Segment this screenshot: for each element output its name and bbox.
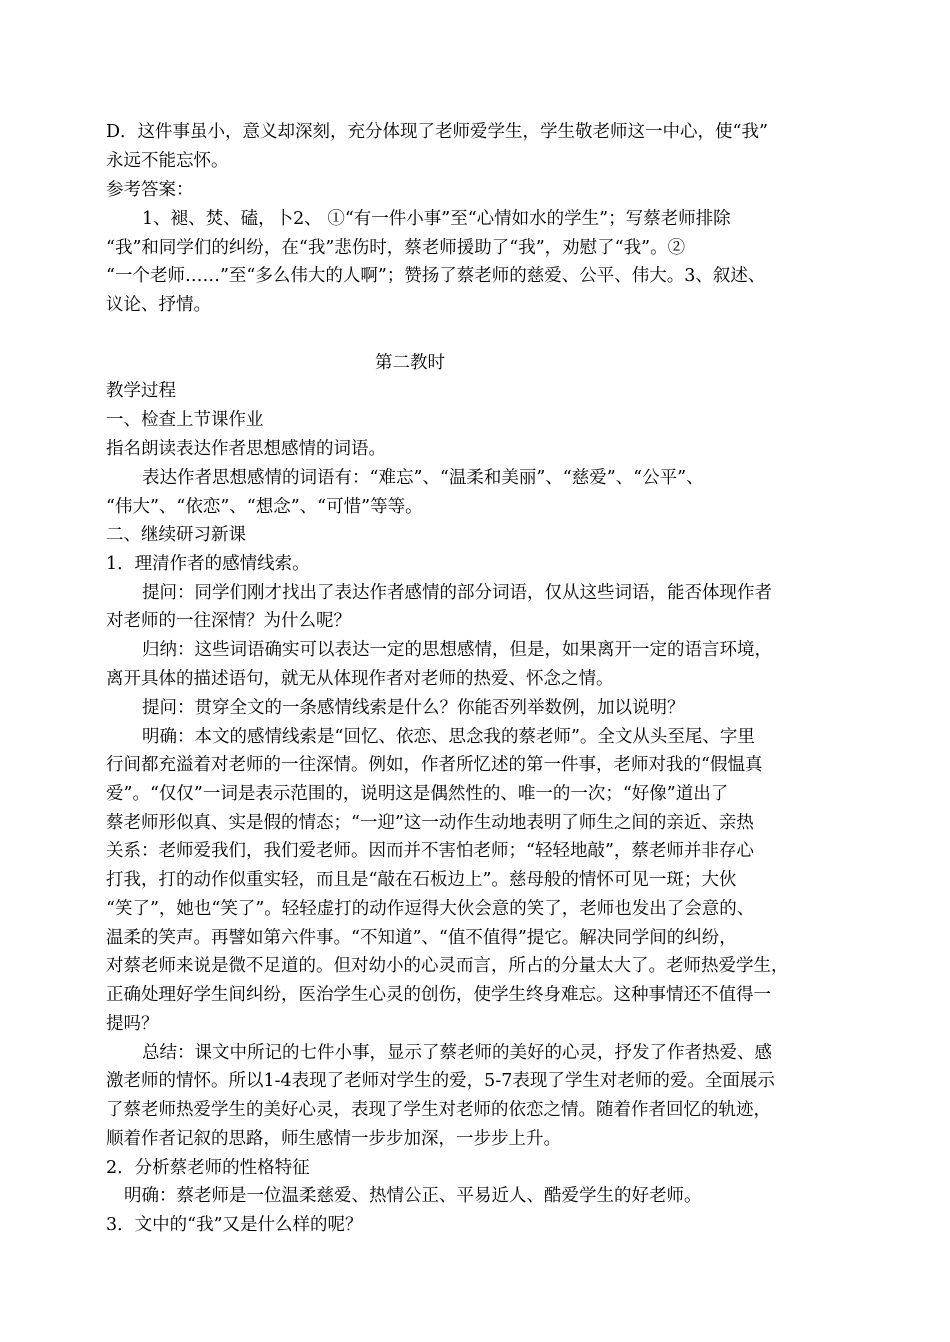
text-line: “我”和同学们的纠纷，在“我”悲伤时，蔡老师援助了“我”，劝慰了“我”。②: [106, 238, 686, 258]
text-line: “伟大”、“依恋”、“想念”、“可惜”等等。: [106, 497, 423, 517]
subsection-heading: 3．文中的“我”又是什么样的呢？: [106, 1215, 363, 1235]
text-line: 对老师的一往深情？为什么呢？: [106, 611, 351, 631]
subsection-heading: 2．分析蔡老师的性格特征: [106, 1158, 310, 1178]
text-line: 对蔡老师来说是微不足道的。但对幼小的心灵而言，所占的分量太大了。老师热爱学生，: [106, 956, 789, 976]
text-line: 蔡老师形似真、实是假的情态；“一迎”这一动作生动地表明了师生之间的亲近、亲热: [106, 813, 754, 833]
text-line: 爱”。“仅仅”一词是表示范围的，说明这是偶然性的、唯一的一次；“好像”道出了: [106, 784, 729, 804]
text-line: 正确处理好学生间纠纷，医治学生心灵的创伤，使学生终身难忘。这种事情还不值得一: [106, 985, 771, 1005]
text-line: 温柔的笑声。再譬如第六件事。“不知道”、“值不值得”提它。解决同学间的纠纷，: [106, 928, 737, 948]
subsection-heading: 1．理清作者的感情线索。: [106, 554, 310, 574]
text-line: 行间都充溢着对老师的一往深情。例如，作者所忆述的第一件事，老师对我的“假愠真: [106, 755, 763, 775]
text-line: 永远不能忘怀。: [106, 151, 229, 171]
text-line: “笑了”，她也“笑了”。轻轻虚打的动作逗得大伙会意的笑了，老师也发出了会意的、: [106, 899, 755, 919]
text-line: 归纳：这些词语确实可以表达一定的思想感情，但是，如果离开一定的语言环境，: [142, 640, 772, 660]
text-line: 提问：贯穿全文的一条感情线索是什么？你能否列举数例，加以说明？: [142, 698, 685, 718]
text-line: 打我，打的动作似重实轻，而且是“敲在石板边上”。慈母般的情怀可见一斑；大伙: [106, 870, 737, 890]
text-line: 表达作者思想感情的词语有：“难忘”、“温柔和美丽”、“慈爱”、“公平”、: [142, 468, 704, 488]
text-line: 1、褪、焚、磕，卜2、 ①“有一件小事”至“心情如水的学生”；写蔡老师排除: [142, 209, 731, 229]
text-line: 顺着作者记叙的思路，师生感情一步步加深，一步步上升。: [106, 1129, 561, 1149]
text-line: 议论、抒情。: [106, 295, 211, 315]
text-line: 明确：本文的感情线索是“回忆、依恋、思念我的蔡老师”。全文从头至尾、字里: [142, 727, 755, 747]
text-line: 提问：同学们刚才找出了表达作者感情的部分词语，仅从这些词语，能否体现作者: [142, 583, 772, 603]
section-heading: 二、继续研习新课: [106, 525, 246, 545]
section-heading: 一、检查上节课作业: [106, 410, 264, 430]
text-line: 总结：课文中所记的七件小事，显示了蔡老师的美好的心灵，抒发了作者热爱、感: [142, 1043, 772, 1063]
text-line: 提吗？: [106, 1014, 159, 1034]
text-line: D．这件事虽小，意义却深刻，充分体现了老师爱学生，学生敬老师这一中心，使“我”: [106, 122, 768, 142]
text-line: 了蔡老师热爱学生的美好心灵，表现了学生对老师的依恋之情。随着作者回忆的轨迹，: [106, 1100, 771, 1120]
text-line: 离开具体的描述语句，就无从体现作者对老师的热爱、怀念之情。: [106, 669, 614, 689]
section-heading: 教学过程: [106, 381, 176, 401]
text-line: 激老师的情怀。所以1-4表现了老师对学生的爱，5-7表现了学生对老师的爱。全面展示: [106, 1071, 775, 1091]
text-line: “一个老师……”至“多么伟大的人啊”；赞扬了蔡老师的慈爱、公平、伟大。3、叙述、: [106, 266, 766, 286]
text-line: 明确：蔡老师是一位温柔慈爱、热情公正、平易近人、酷爱学生的好老师。: [124, 1186, 702, 1206]
text-line: 关系：老师爱我们，我们爱老师。因而并不害怕老师；“轻轻地敲”，蔡老师并非存心: [106, 841, 754, 861]
section-heading: 参考答案：: [106, 180, 194, 200]
section-title: 第二教时: [375, 353, 445, 373]
text-line: 指名朗读表达作者思想感情的词语。: [106, 439, 386, 459]
